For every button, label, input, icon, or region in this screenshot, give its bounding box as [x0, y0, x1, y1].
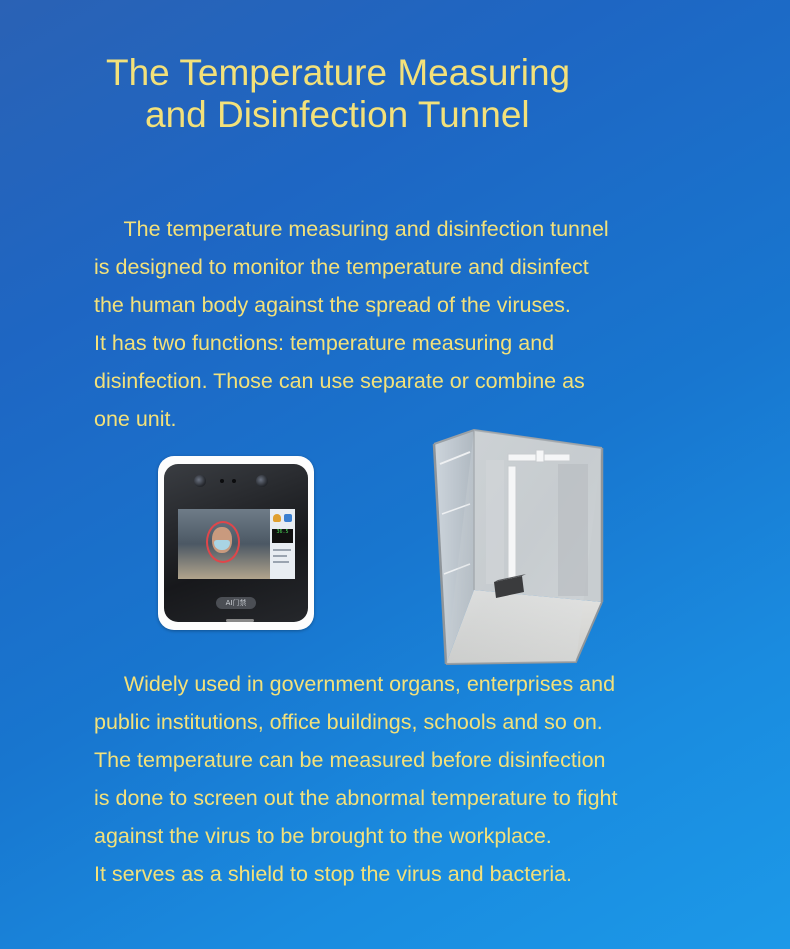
intro-paragraph	[94, 210, 774, 438]
home-icon	[284, 514, 292, 522]
temperature-readout: 36.5	[272, 529, 293, 543]
page-title-line-1: The Temperature Measuring	[106, 52, 571, 93]
info-line	[273, 549, 291, 551]
device-screen	[178, 509, 295, 579]
intro-line: disinfection. Those can use separate or combine as	[94, 369, 585, 393]
intro-line: the human body against the spread of the viruses.	[94, 293, 571, 317]
usage-line: The temperature can be measured before disinfection	[94, 748, 606, 772]
sprayer-head	[536, 450, 544, 462]
sprayer-pipe	[508, 466, 516, 594]
tunnel-curtain	[486, 460, 504, 584]
intro-line: one unit.	[94, 407, 177, 431]
sensor-dot-icon	[220, 479, 224, 483]
usage-line: is done to screen out the abnormal temperature to fight	[94, 786, 618, 810]
device-body	[164, 464, 308, 622]
intro-line: is designed to monitor the temperature and disinfect	[94, 255, 589, 279]
tunnel-curtain	[558, 464, 588, 596]
page-title-line-2: and Disinfection Tunnel	[145, 94, 530, 135]
info-line	[273, 555, 287, 557]
camera-lens-icon	[256, 475, 268, 487]
camera-lens-icon	[194, 475, 206, 487]
bell-icon	[273, 514, 281, 522]
usage-line: against the virus to be brought to the workplace.	[94, 824, 552, 848]
face-detection-circle	[206, 521, 240, 563]
disinfection-tunnel-image	[426, 424, 610, 668]
device-slot	[226, 619, 254, 622]
usage-line: It serves as a shield to stop the virus and bacteria.	[94, 862, 573, 886]
intro-line: The temperature measuring and disinfection tunnel	[94, 217, 609, 241]
face-recognition-device-image	[158, 456, 314, 630]
screen-side-panel	[270, 509, 295, 579]
device-logo-badge: AI门禁	[216, 597, 256, 609]
intro-line: It has two functions: temperature measuring and	[94, 331, 555, 355]
usage-line: public institutions, office buildings, schools and so on.	[94, 710, 603, 734]
usage-paragraph	[94, 665, 774, 893]
usage-line: Widely used in government organs, enterprises and	[94, 672, 616, 696]
sensor-dot-icon	[232, 479, 236, 483]
info-line	[273, 561, 289, 563]
